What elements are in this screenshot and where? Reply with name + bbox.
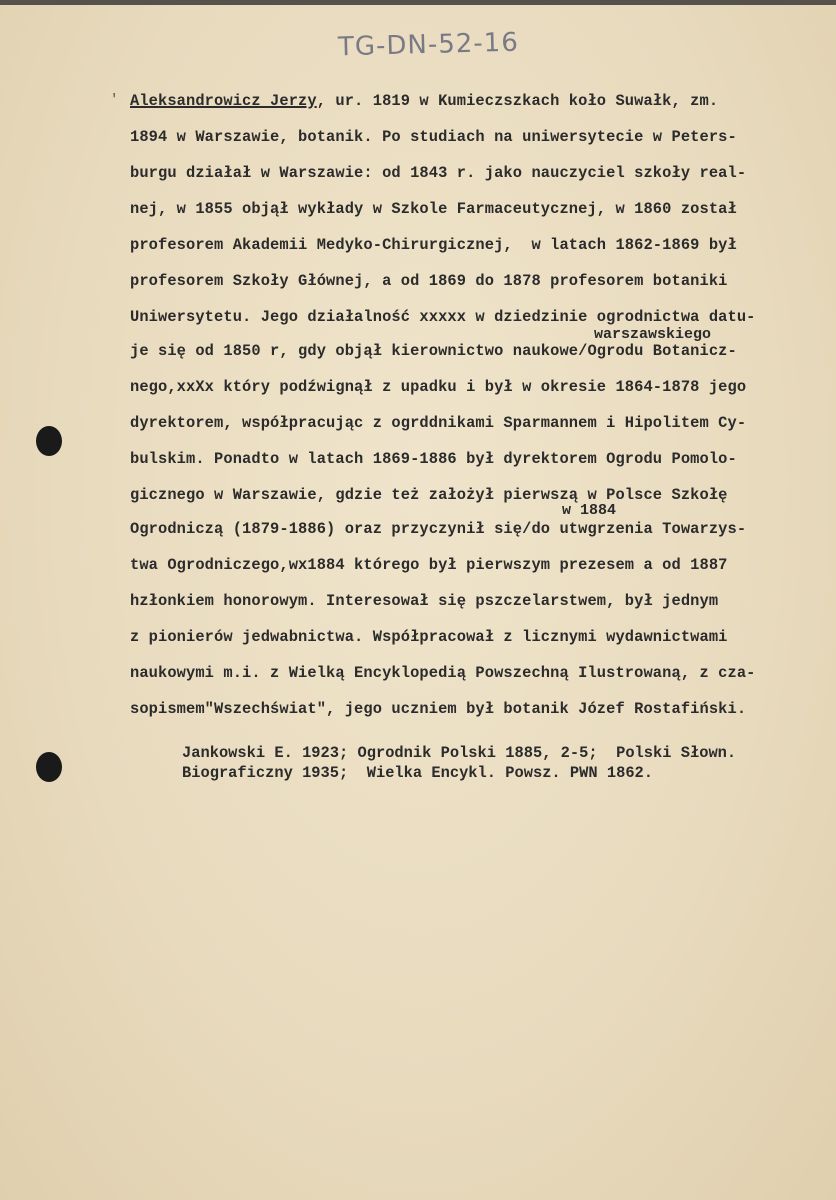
inserted-word-warszawskiego: warszawskiego <box>594 326 712 343</box>
text-line-9: nego,xxXx który podźwignął z upadku i był w okresie 1864-1878 jego <box>130 378 747 396</box>
text-line-12: gicznego w Warszawie, gdzie też założył pierwszą w Polsce Szkołę <box>130 486 728 504</box>
scan-top-edge <box>0 0 836 5</box>
text-line-15: hzłonkiem honorowym. Interesował się pszczelarstwem, był jednym <box>130 592 719 610</box>
bibliography-line-1: Jankowski E. 1923; Ogrodnik Polski 1885, 2-5; Polski Słown. <box>182 744 737 762</box>
text-line-2: 1894 w Warszawie, botanik. Po studiach na uniwersytecie w Peters- <box>130 128 737 146</box>
text-line-4: nej, w 1855 objął wykłady w Szkole Farmaceutycznej, w 1860 został <box>130 200 737 218</box>
text-line-8: je się od 1850 r, gdy objął kierownictwo naukowe/Ogrodu Botanicz- <box>130 342 737 360</box>
inserted-words-w-1884: w 1884 <box>562 502 617 519</box>
punch-hole-upper <box>36 426 62 456</box>
text-line-7: Uniwersytetu. Jego działalność xxxxx w dziedzinie ogrodnictwa datu- <box>130 308 756 326</box>
margin-tick-mark: ′ <box>110 92 119 108</box>
bibliography-line-2: Biograficzny 1935; Wielka Encykl. Powsz. PWN 1862. <box>182 764 654 782</box>
text-line-6: profesorem Szkoły Głównej, a od 1869 do 1878 profesorem botaniki <box>130 272 728 290</box>
text-line-13: Ogrodniczą (1879-1886) oraz przyczynił się/do utwgrzenia Towarzys- <box>130 520 747 538</box>
punch-hole-lower <box>36 752 62 782</box>
text-line-5: profesorem Akademii Medyko-Chirurgicznej, w latach 1862-1869 był <box>130 236 737 254</box>
text-line-16: z pionierów jedwabnictwa. Współpracował z licznymi wydawnictwami <box>130 628 728 646</box>
text-line-1: Aleksandrowicz Jerzy, ur. 1819 w Kumieczszkach koło Suwałk, zm. <box>130 92 719 110</box>
person-name: Aleksandrowicz Jerzy <box>130 92 317 110</box>
text-line-17: naukowymi m.i. z Wielką Encyklopedią Powszechną Ilustrowaną, z cza- <box>130 664 756 682</box>
text-line-3: burgu działał w Warszawie: od 1843 r. jako nauczyciel szkoły real- <box>130 164 747 182</box>
archive-reference-code: TG-DN-52-16 <box>337 27 520 63</box>
text-line-10: dyrektorem, współpracując z ogrddnikami Sparmannem i Hipolitem Cy- <box>130 414 747 432</box>
text-line-18: sopismem"Wszechświat", jego uczniem był botanik Józef Rostafiński. <box>130 700 747 718</box>
text-line-11: bulskim. Ponadto w latach 1869-1886 był dyrektorem Ogrodu Pomolo- <box>130 450 737 468</box>
text-line-14: twa Ogrodniczego,wx1884 którego był pierwszym prezesem a od 1887 <box>130 556 728 574</box>
